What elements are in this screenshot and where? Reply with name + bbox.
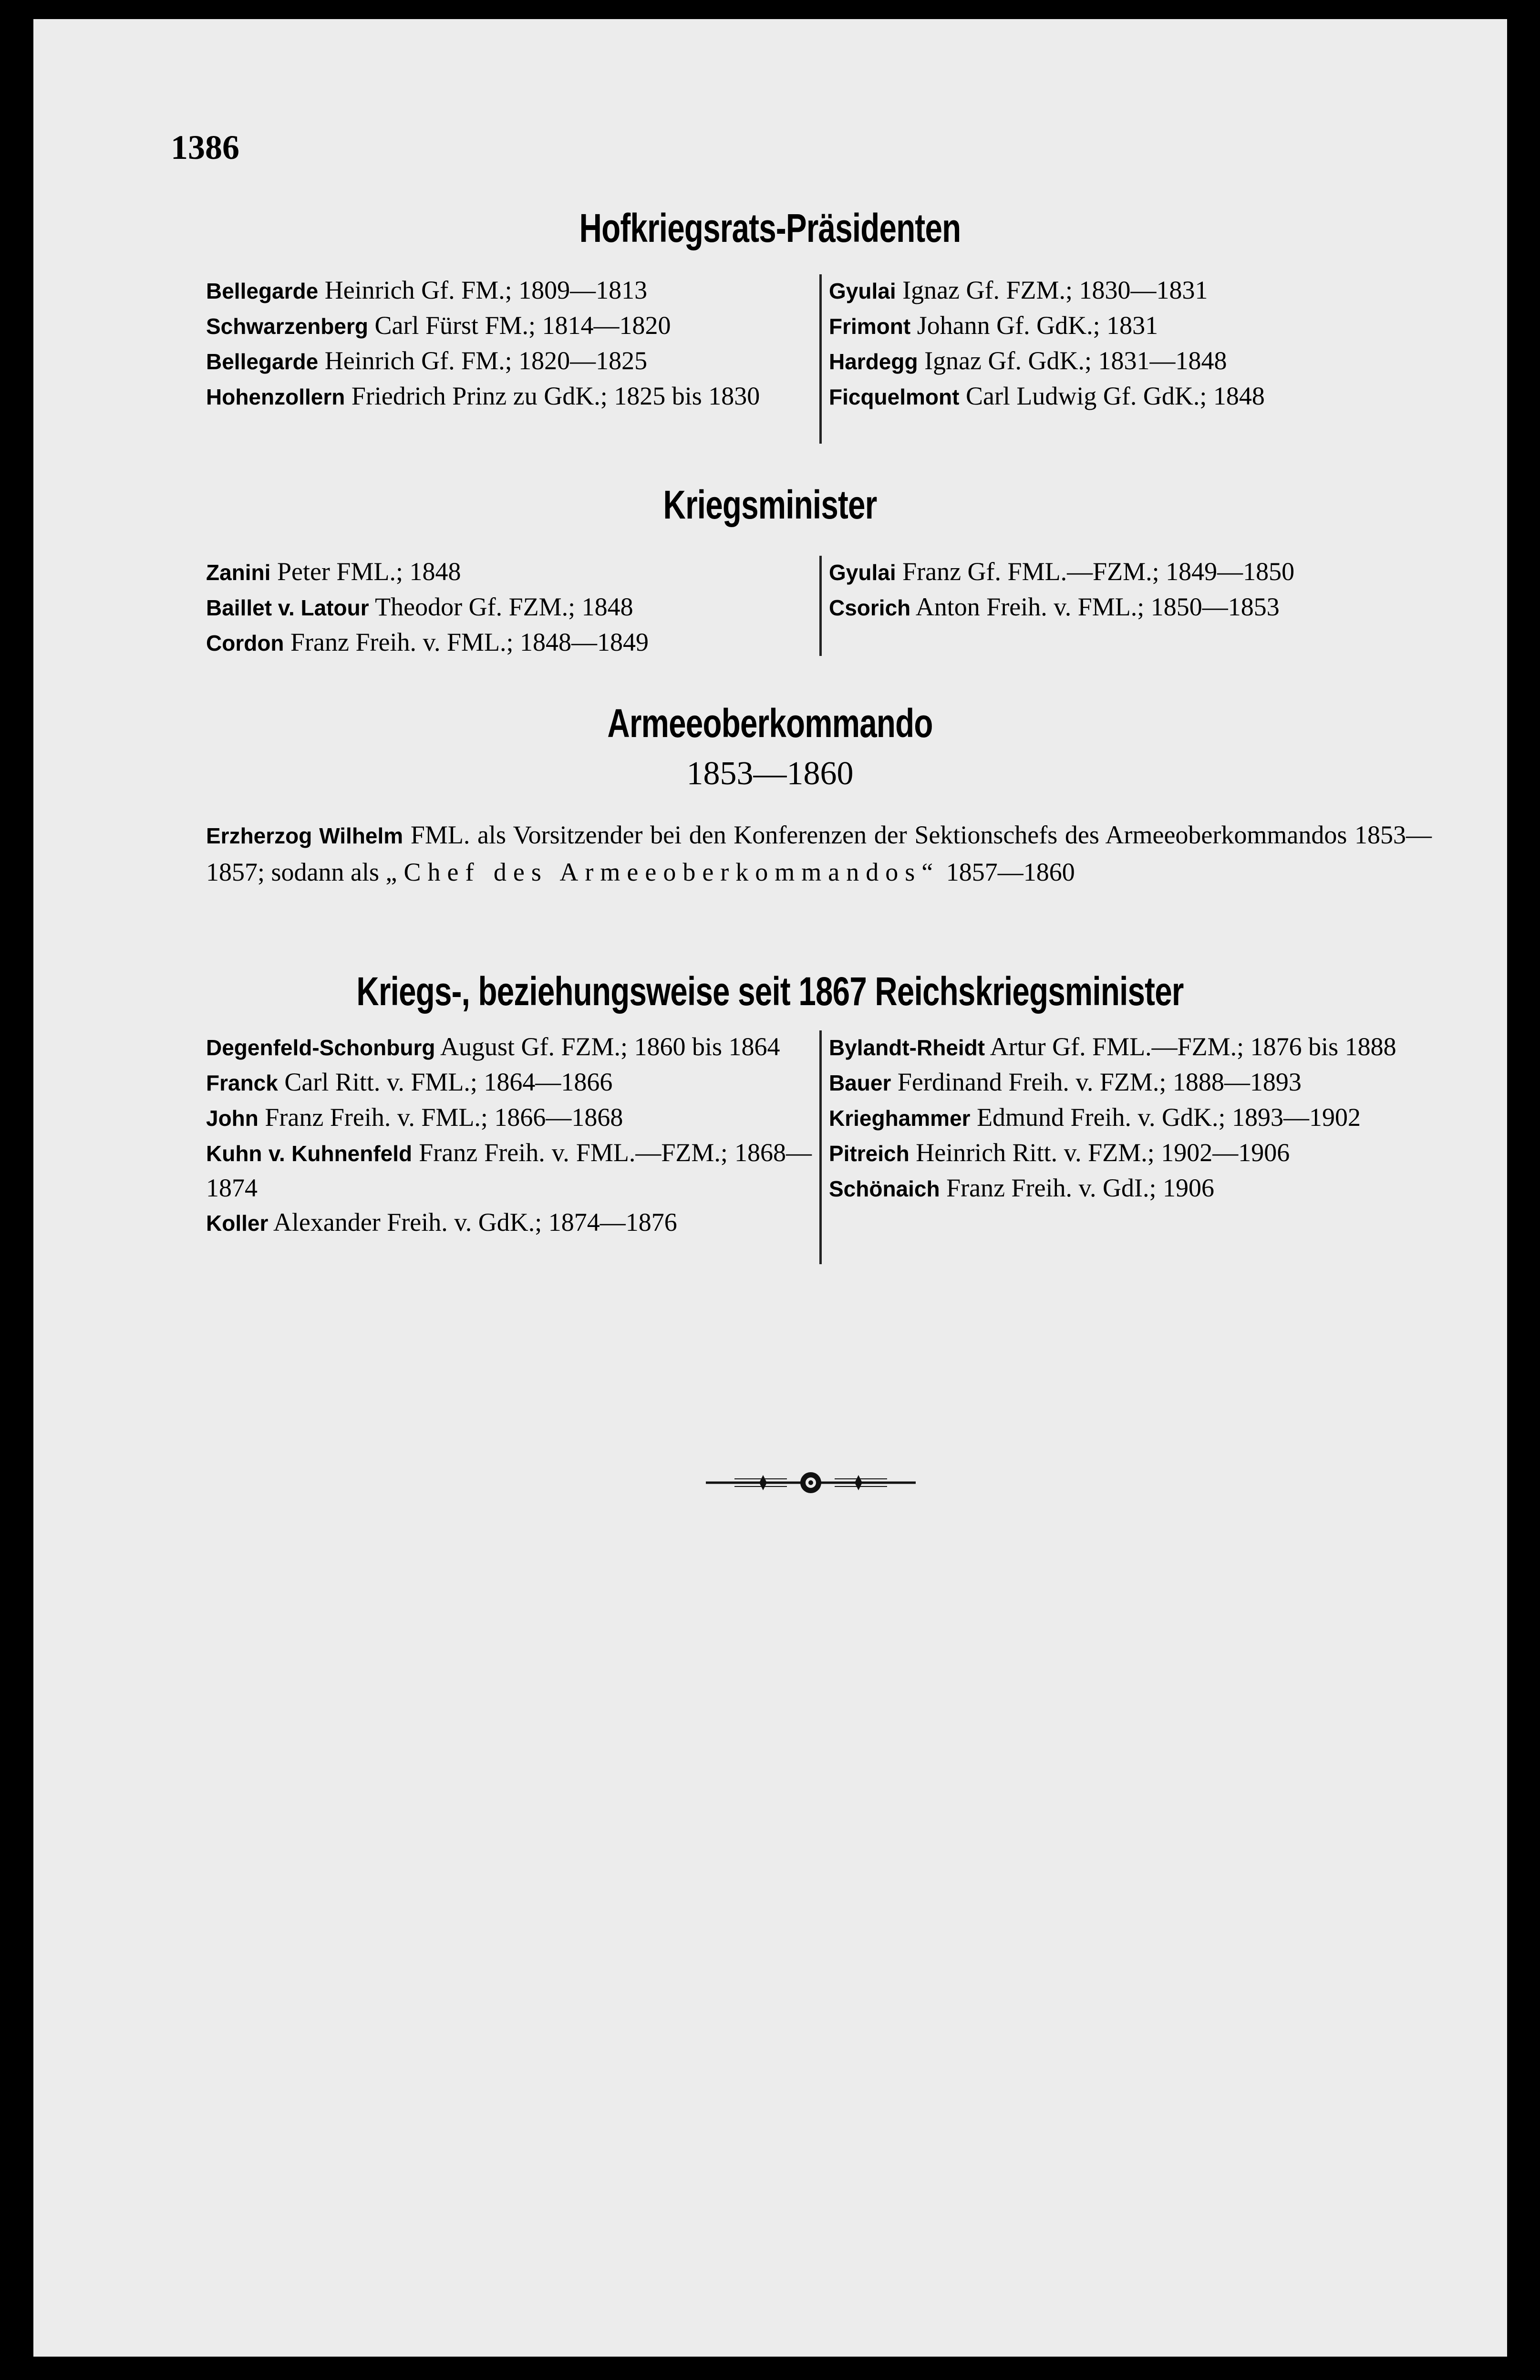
list-item: Gyulai Franz Gf. FML.—FZM.; 1849—1850	[829, 557, 1295, 586]
list-item: Bylandt-Rheidt Artur Gf. FML.—FZM.; 1876 bis 1888	[829, 1032, 1396, 1061]
column-divider	[819, 556, 822, 656]
hofkriegsrat-right-column	[829, 273, 1430, 414]
armeeoberkommando-entry: Erzherzog Wilhelm FML. als Vorsitzender bei den Konferenzen der Sektionschefs des Armeeoberkommandos 1853—1857; sodann als „Chef des Armeeoberkommandos“ 1857—1860	[206, 821, 1432, 886]
list-item: Schönaich Franz Freih. v. GdI.; 1906	[829, 1174, 1215, 1202]
page-number: 1386	[171, 128, 239, 166]
list-item: Schwarzenberg Carl Fürst FM.; 1814—1820	[206, 311, 671, 340]
list-item: Koller Alexander Freih. v. GdK.; 1874—1876	[206, 1208, 677, 1237]
kriegsminister-left-column	[206, 554, 812, 660]
list-item: Krieghammer Edmund Freih. v. GdK.; 1893—1902	[829, 1103, 1361, 1132]
ornament-divider-icon	[706, 1468, 916, 1497]
list-item: Franck Carl Ritt. v. FML.; 1864—1866	[206, 1068, 613, 1096]
list-item: Degenfeld-Schonburg August Gf. FZM.; 1860 bis 1864	[206, 1032, 780, 1061]
list-item: Bellegarde Heinrich Gf. FM.; 1820—1825	[206, 346, 648, 375]
list-item: Zanini Peter FML.; 1848	[206, 557, 461, 586]
list-item: Cordon Franz Freih. v. FML.; 1848—1849	[206, 628, 649, 656]
list-item: Hohenzollern Friedrich Prinz zu GdK.; 1825 bis 1830	[206, 382, 760, 410]
section-title-armeeoberkommando: Armeeoberkommando	[607, 701, 933, 746]
list-item: Pitreich Heinrich Ritt. v. FZM.; 1902—1906	[829, 1138, 1290, 1167]
column-divider	[819, 1030, 822, 1264]
list-item: Bellegarde Heinrich Gf. FM.; 1809—1813	[206, 276, 648, 304]
kriegsminister-right-column	[829, 554, 1430, 625]
reichskriegsminister-right-column	[829, 1029, 1430, 1206]
list-item: Gyulai Ignaz Gf. FZM.; 1830—1831	[829, 276, 1208, 304]
section-title-hofkriegsrat: Hofkriegsrats-Präsidenten	[579, 206, 961, 250]
section-years: 1853—1860	[686, 755, 854, 792]
list-item: Frimont Johann Gf. GdK.; 1831	[829, 311, 1158, 340]
list-item: Ficquelmont Carl Ludwig Gf. GdK.; 1848	[829, 382, 1265, 410]
section-title-reichskriegsminister: Kriegs-, beziehungsweise seit 1867 Reichskriegsminister	[356, 969, 1184, 1014]
hofkriegsrat-left-column	[206, 273, 812, 414]
list-item: Bauer Ferdinand Freih. v. FZM.; 1888—1893	[829, 1068, 1302, 1096]
section-title-kriegsminister: Kriegsminister	[663, 482, 877, 527]
list-item: Hardegg Ignaz Gf. GdK.; 1831—1848	[829, 346, 1227, 375]
column-divider	[819, 274, 822, 444]
list-item: Kuhn v. Kuhnenfeld Franz Freih. v. FML.—FZM.; 1868—1874	[206, 1138, 812, 1202]
reichskriegsminister-left-column	[206, 1029, 812, 1240]
list-item: Baillet v. Latour Theodor Gf. FZM.; 1848	[206, 592, 633, 621]
list-item: John Franz Freih. v. FML.; 1866—1868	[206, 1103, 623, 1132]
list-item: Csorich Anton Freih. v. FML.; 1850—1853	[829, 592, 1280, 621]
